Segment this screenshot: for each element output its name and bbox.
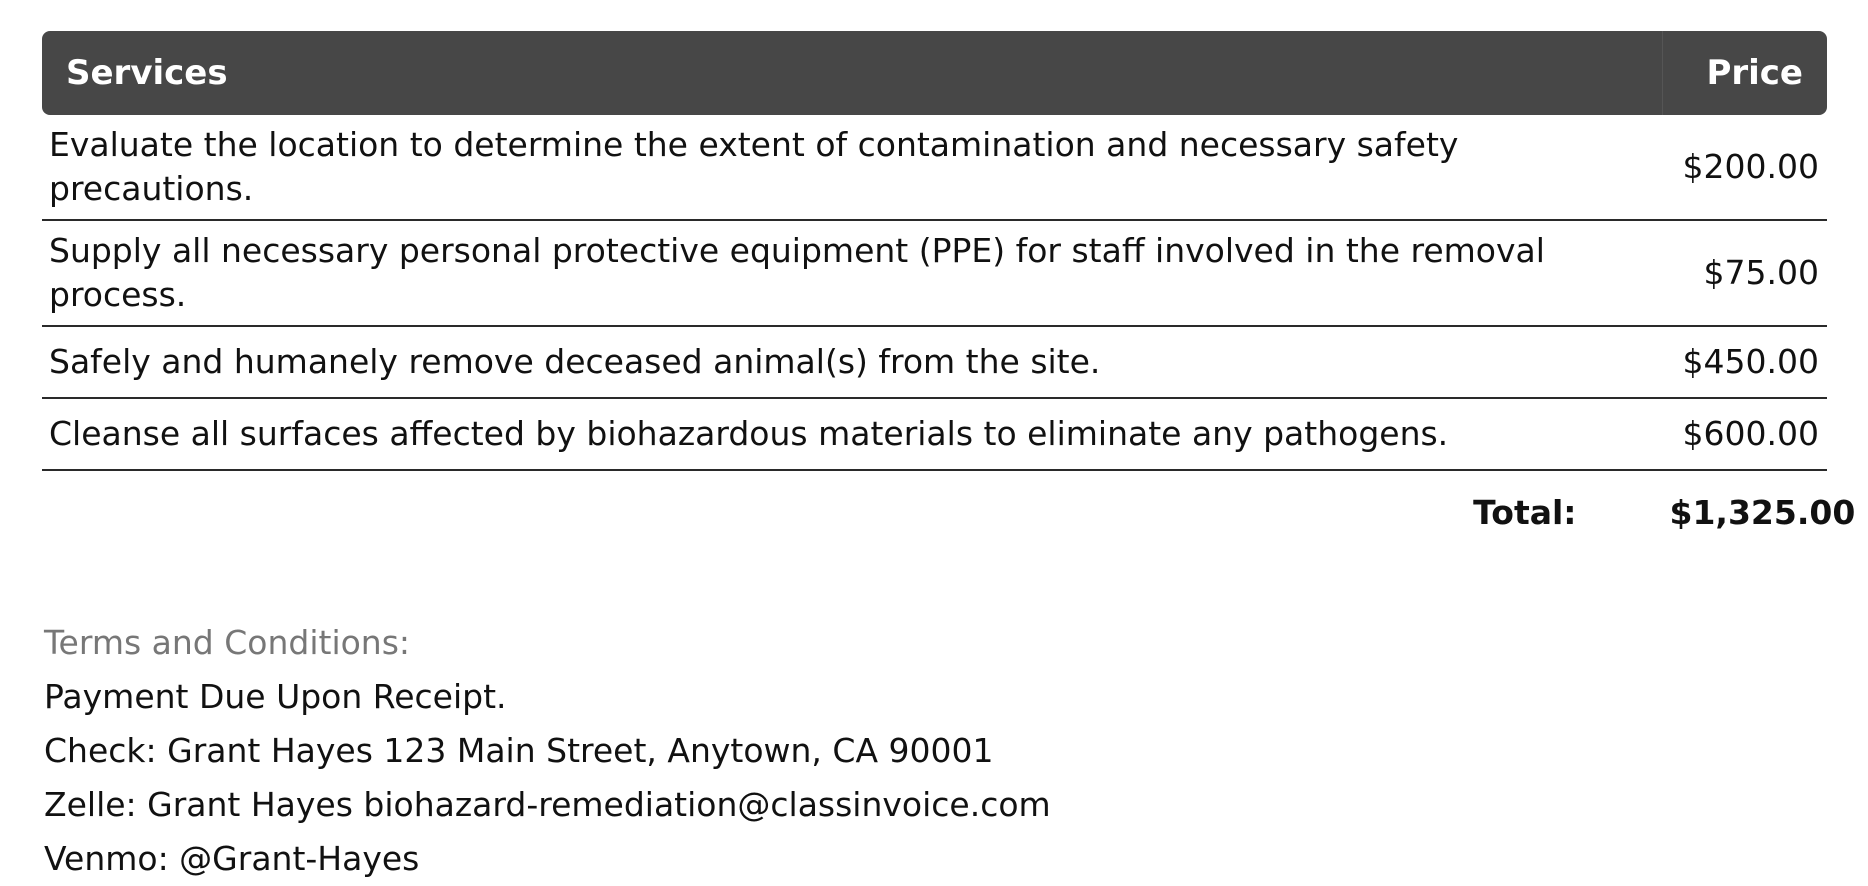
terms-section — [44, 616, 1051, 886]
price-column-header: Price — [1663, 31, 1828, 115]
service-description: Supply all necessary personal protective equipment (PPE) for staff involved in the removal process. — [42, 220, 1663, 326]
terms-heading: Terms and Conditions: — [44, 623, 411, 662]
services-column-header: Services — [42, 31, 1663, 115]
table-row — [42, 220, 1827, 326]
services-table — [42, 31, 1856, 555]
total-label: Total: — [1473, 493, 1577, 532]
table-row — [42, 326, 1827, 398]
service-description: Cleanse all surfaces affected by biohazardous materials to eliminate any pathogens. — [42, 398, 1663, 470]
service-description: Evaluate the location to determine the extent of contamination and necessary safety precautions. — [42, 115, 1663, 220]
service-price: $200.00 — [1663, 115, 1828, 220]
total-row — [42, 470, 1827, 555]
venmo-payment-line: Venmo: @Grant-Hayes — [44, 839, 420, 878]
payment-due-line: Payment Due Upon Receipt. — [44, 677, 507, 716]
total-value: $1,325.00 — [1669, 493, 1856, 532]
table-row — [42, 398, 1827, 470]
service-price: $450.00 — [1663, 326, 1828, 398]
check-payment-line: Check: Grant Hayes 123 Main Street, Anytown, CA 90001 — [44, 731, 994, 770]
service-price: $75.00 — [1663, 220, 1828, 326]
table-row — [42, 115, 1827, 220]
table-header-row — [42, 31, 1827, 115]
service-description: Safely and humanely remove deceased animal(s) from the site. — [42, 326, 1663, 398]
service-price: $600.00 — [1663, 398, 1828, 470]
zelle-payment-line: Zelle: Grant Hayes biohazard-remediation@classinvoice.com — [44, 785, 1051, 824]
